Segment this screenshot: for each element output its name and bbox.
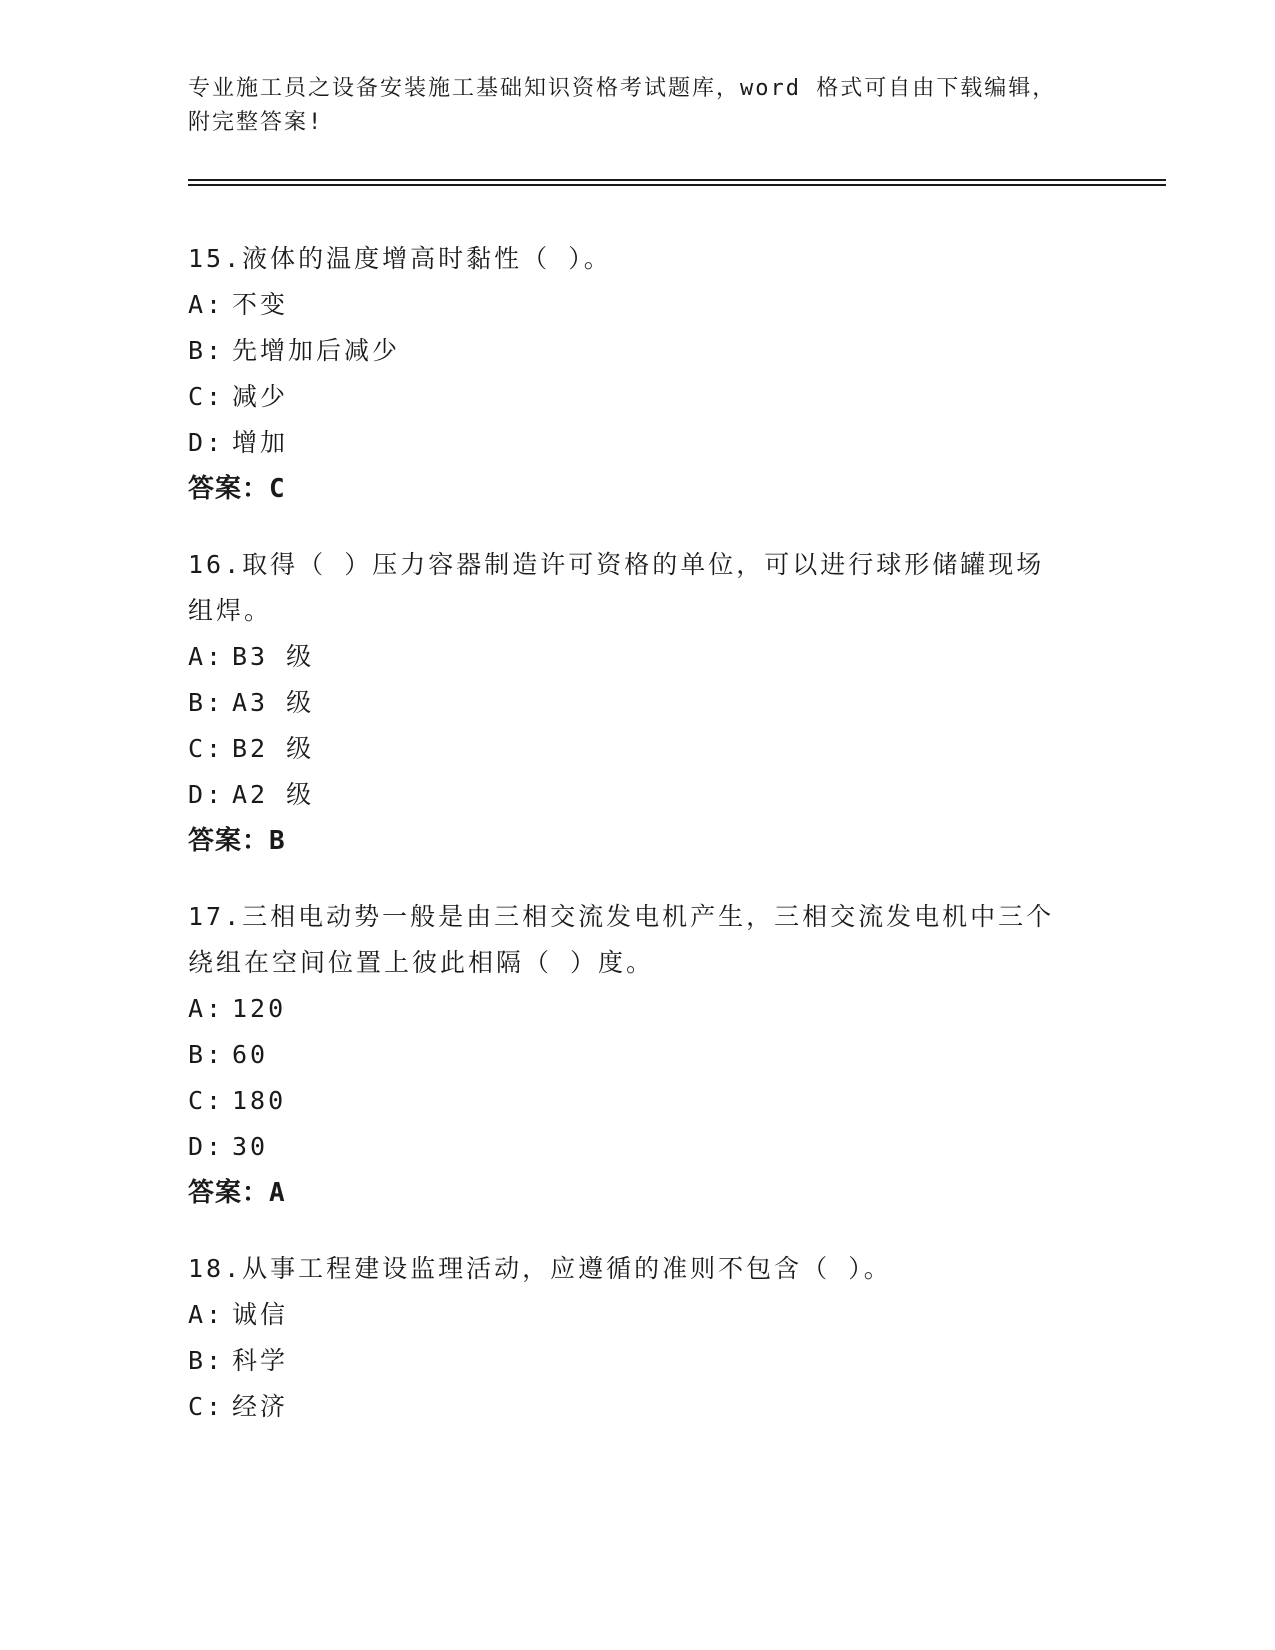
option-text: 120: [232, 994, 287, 1023]
option-label: D:: [188, 1132, 225, 1161]
option-c: [188, 726, 1088, 772]
option-label: A:: [188, 290, 225, 319]
option-text: 先增加后减少: [232, 336, 401, 365]
option-label: B:: [188, 1346, 225, 1375]
option-label: C:: [188, 382, 225, 411]
question-list: [188, 236, 1088, 1460]
option-label: A:: [188, 642, 225, 671]
answer-line: 答案：B: [188, 826, 286, 856]
option-text: A3 级: [232, 688, 315, 717]
option-label: C:: [188, 1392, 225, 1421]
option-text: 诚信: [232, 1300, 289, 1329]
option-a: [188, 634, 1088, 680]
question-stem: 15.液体的温度增高时黏性（ ）。: [188, 244, 612, 273]
question-stem: 17.三相电动势一般是由三相交流发电机产生，三相交流发电机中三个: [188, 902, 1055, 931]
answer-line: 答案：C: [188, 474, 286, 504]
question-16: [188, 542, 1088, 864]
option-d: [188, 1124, 1088, 1170]
option-a: [188, 282, 1088, 328]
header-line-1: 专业施工员之设备安装施工基础知识资格考试题库，word 格式可自由下载编辑，: [188, 76, 1057, 101]
option-c: [188, 374, 1088, 420]
option-b: [188, 1338, 1088, 1384]
option-a: [188, 1292, 1088, 1338]
header-divider-bottom: [188, 184, 1166, 186]
option-d: [188, 772, 1088, 818]
question-17: [188, 894, 1088, 1216]
option-b: [188, 680, 1088, 726]
option-b: [188, 1032, 1088, 1078]
option-text: A2 级: [232, 780, 315, 809]
option-c: [188, 1384, 1088, 1430]
option-text: 180: [232, 1086, 287, 1115]
option-text: 60: [232, 1040, 269, 1069]
question-18: [188, 1246, 1088, 1430]
option-a: [188, 986, 1088, 1032]
option-text: B3 级: [232, 642, 315, 671]
header-divider-top: [188, 179, 1166, 181]
question-stem-continued: 组焊。: [188, 596, 273, 625]
option-text: 不变: [232, 290, 289, 319]
question-stem: 16.取得（ ）压力容器制造许可资格的单位，可以进行球形储罐现场: [188, 550, 1045, 579]
option-text: 科学: [232, 1346, 289, 1375]
option-label: A:: [188, 994, 225, 1023]
option-b: [188, 328, 1088, 374]
option-label: D:: [188, 428, 225, 457]
question-15: [188, 236, 1088, 512]
option-label: B:: [188, 336, 225, 365]
option-text: B2 级: [232, 734, 315, 763]
option-label: B:: [188, 1040, 225, 1069]
option-label: C:: [188, 734, 225, 763]
option-text: 经济: [232, 1392, 289, 1421]
option-text: 减少: [232, 382, 289, 411]
option-label: B:: [188, 688, 225, 717]
option-text: 30: [232, 1132, 269, 1161]
option-d: [188, 420, 1088, 466]
option-text: 增加: [232, 428, 289, 457]
option-label: A:: [188, 1300, 225, 1329]
question-stem: 18.从事工程建设监理活动，应遵循的准则不包含（ ）。: [188, 1254, 892, 1283]
document-header: [188, 72, 1088, 140]
option-label: D:: [188, 780, 225, 809]
option-c: [188, 1078, 1088, 1124]
answer-line: 答案：A: [188, 1178, 286, 1208]
option-label: C:: [188, 1086, 225, 1115]
question-stem-continued: 绕组在空间位置上彼此相隔（ ）度。: [188, 948, 655, 977]
header-line-2: 附完整答案!: [188, 110, 324, 135]
